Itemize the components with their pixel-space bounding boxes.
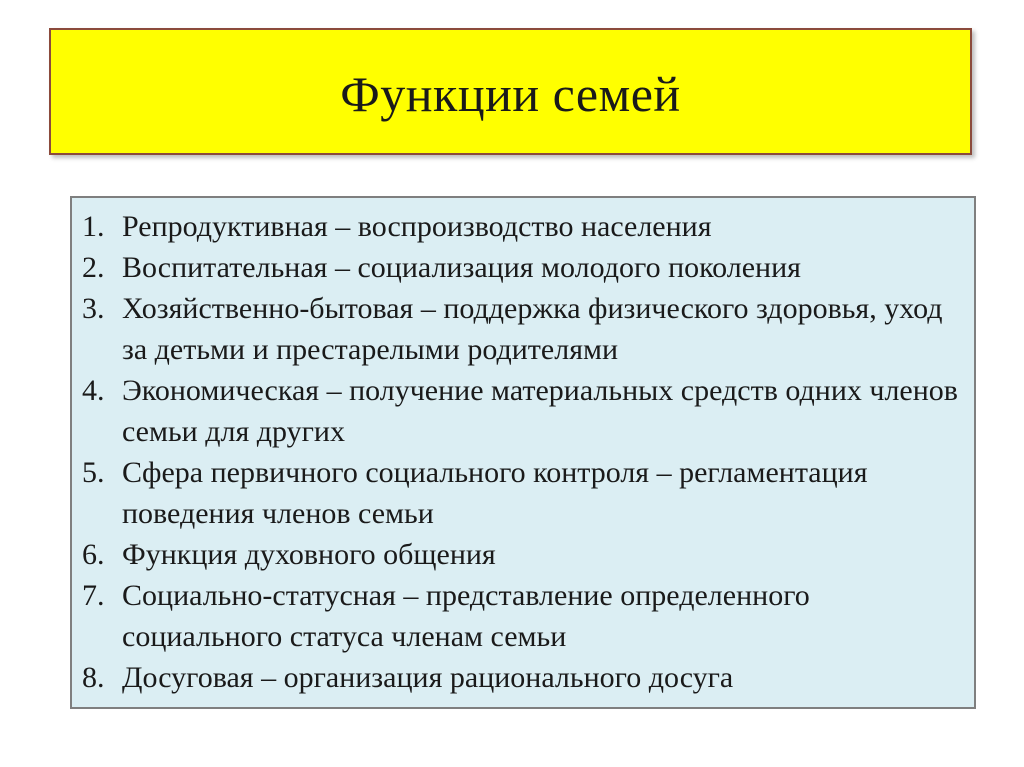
item-number: 7. bbox=[82, 579, 105, 612]
item-text: Социально-статусная – представление определенного социального статуса членам семьи bbox=[122, 579, 810, 653]
item-text: Хозяйственно-бытовая – поддержка физического здоровья, уход за детьми и престарелыми родителями bbox=[122, 292, 943, 366]
item-text: Функция духовного общения bbox=[122, 538, 496, 571]
item-number: 4. bbox=[82, 374, 105, 407]
item-text: Воспитательная – социализация молодого поколения bbox=[122, 251, 801, 284]
item-number: 1. bbox=[82, 210, 105, 243]
list-item bbox=[82, 247, 966, 288]
title-box bbox=[49, 28, 972, 155]
item-text: Экономическая – получение материальных средств одних членов семьи для других bbox=[122, 374, 958, 448]
list-item bbox=[82, 288, 966, 370]
page-title: Функции семей bbox=[340, 65, 681, 122]
item-number: 3. bbox=[82, 292, 105, 325]
item-text: Репродуктивная – воспроизводство населения bbox=[122, 210, 712, 243]
item-text: Сфера первичного социального контроля – регламентация поведения членов семьи bbox=[122, 456, 868, 530]
item-number: 8. bbox=[82, 661, 105, 694]
list-item bbox=[82, 534, 966, 575]
item-number: 6. bbox=[82, 538, 105, 571]
content-box bbox=[70, 196, 976, 709]
functions-list bbox=[82, 206, 966, 698]
item-number: 2. bbox=[82, 251, 105, 284]
item-number: 5. bbox=[82, 456, 105, 489]
item-text: Досуговая – организация рационального досуга bbox=[122, 661, 734, 694]
list-item bbox=[82, 370, 966, 452]
list-item bbox=[82, 657, 966, 698]
list-item bbox=[82, 206, 966, 247]
list-item bbox=[82, 452, 966, 534]
list-item bbox=[82, 575, 966, 657]
